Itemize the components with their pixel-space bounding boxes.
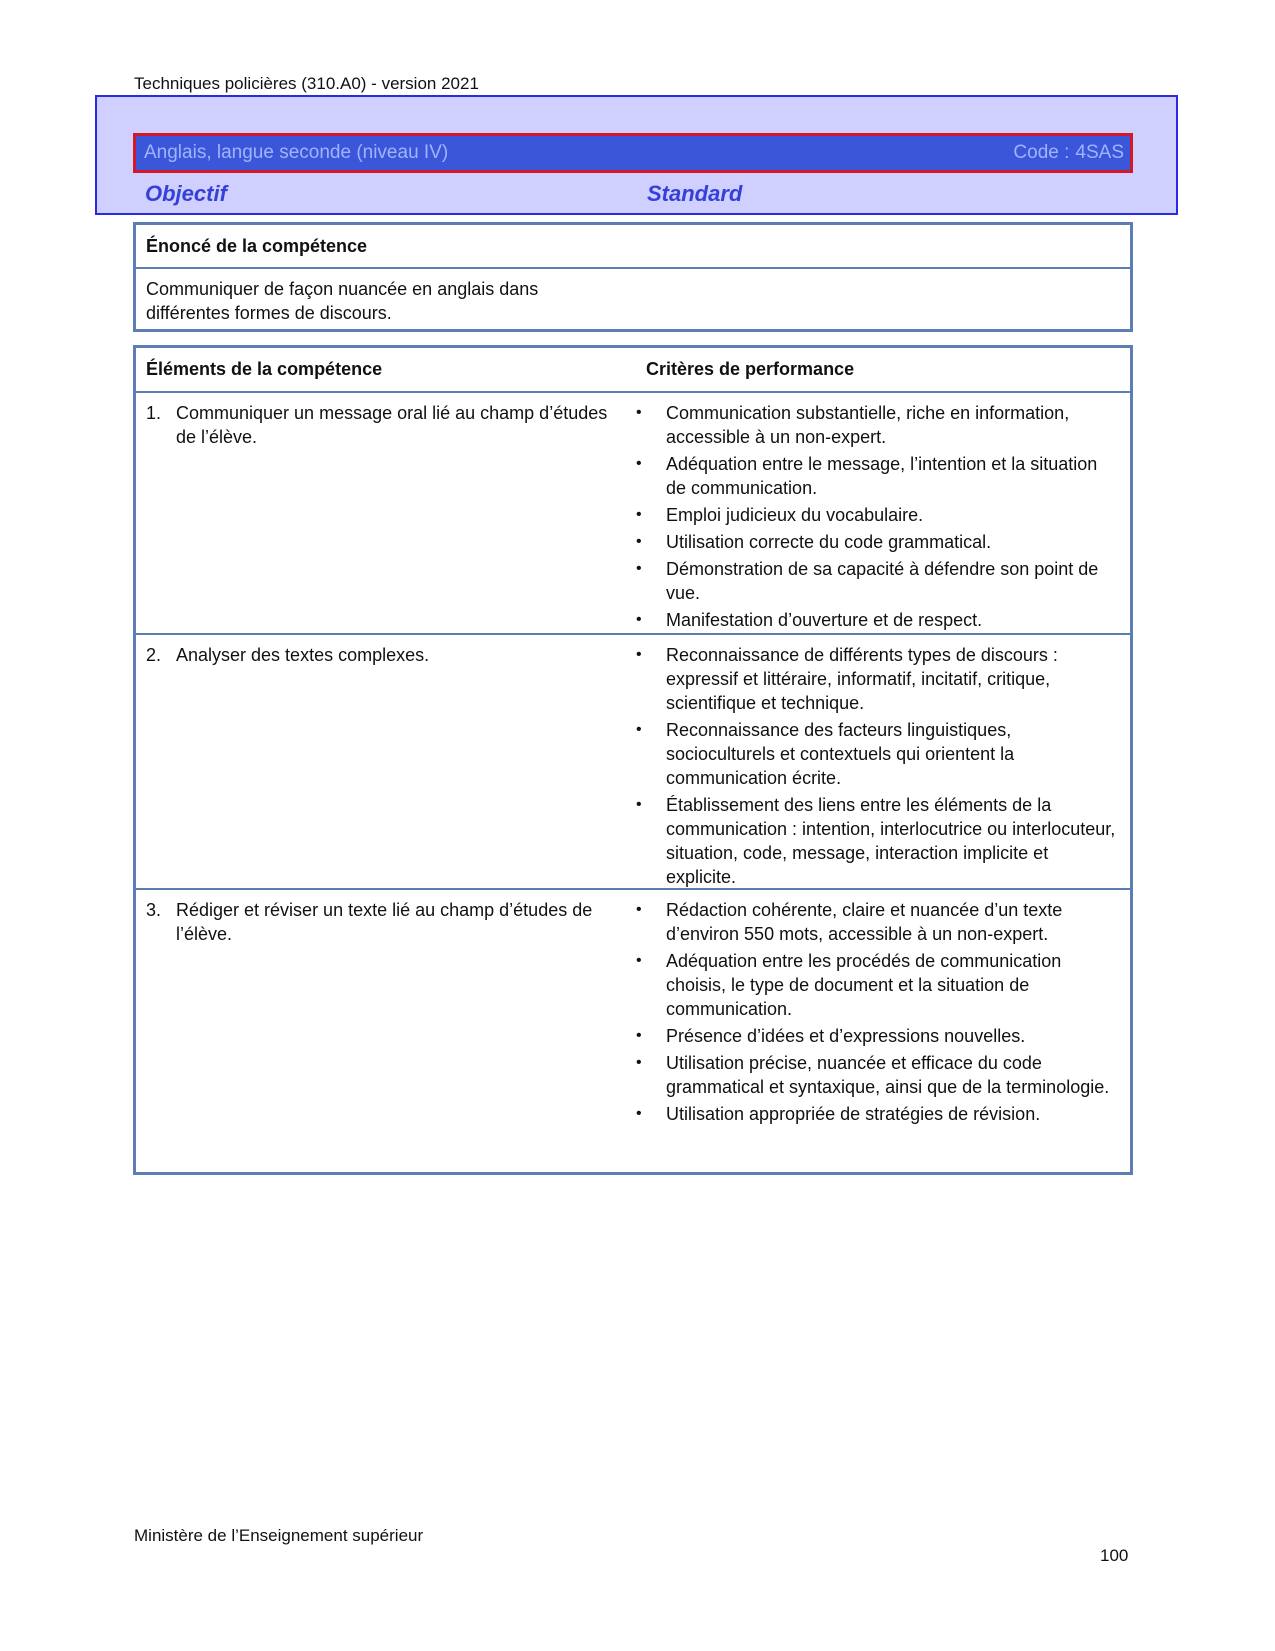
bullet-icon: • [636, 404, 642, 421]
bullet-icon: • [636, 506, 642, 523]
bullet-icon: • [636, 1054, 642, 1071]
page-number: 100 [1100, 1546, 1129, 1565]
criterion-text: Adéquation entre le message, l’intention et la situation de communication. [666, 454, 1098, 498]
element-cell [136, 393, 636, 633]
course-title-bar [133, 133, 1133, 173]
enonce-text: Communiquer de façon nuancée en anglais dans différentes formes de discours. [146, 279, 539, 323]
criterion-text: Emploi judicieux du vocabulaire. [666, 505, 924, 525]
criteria-cell [636, 635, 1130, 888]
element-cell [136, 635, 636, 888]
column-header-elements: Éléments de la compétence [146, 359, 383, 379]
bullet-icon: • [636, 796, 642, 813]
element-cell [136, 890, 636, 1175]
criterion-item [636, 401, 1120, 449]
objectif-label: Objectif [145, 181, 227, 206]
criterion-text: Utilisation correcte du code grammatical. [666, 532, 992, 552]
bullet-icon: • [636, 455, 642, 472]
table-row [136, 890, 1130, 1175]
competence-table [133, 345, 1133, 1175]
bullet-icon: • [636, 611, 642, 628]
criterion-text: Rédaction cohérente, claire et nuancée d’un texte d’environ 550 mots, accessible à un non-expert. [666, 900, 1063, 944]
bullet-icon: • [636, 721, 642, 738]
bullet-icon: • [636, 533, 642, 550]
column-header-criteria: Critères de performance [646, 359, 855, 379]
element-text: Analyser des textes complexes. [176, 645, 430, 665]
enonce-heading: Énoncé de la compétence [136, 225, 1130, 269]
criterion-text: Utilisation précise, nuancée et efficace du code grammatical et syntaxique, ainsi que de la terminologie. [666, 1053, 1110, 1097]
criterion-text: Reconnaissance des facteurs linguistiques, socioculturels et contextuels qui orientent la communication écrite. [666, 720, 1015, 788]
criterion-text: Utilisation appropriée de stratégies de révision. [666, 1104, 1041, 1124]
course-title: Anglais, langue seconde (niveau IV) [144, 142, 449, 163]
criterion-text: Établissement des liens entre les éléments de la communication : intention, interlocutrice ou interlocuteur, situation, code, message, interaction implicite et explicite. [666, 795, 1116, 887]
criterion-text: Communication substantielle, riche en information, accessible à un non-expert. [666, 403, 1070, 447]
criteria-cell [636, 393, 1130, 633]
criterion-text: Manifestation d’ouverture et de respect. [666, 610, 983, 630]
criterion-item [636, 503, 1120, 527]
course-code-value: 4SAS [1075, 142, 1124, 163]
element-text: Communiquer un message oral lié au champ d’études de l’élève. [176, 403, 608, 447]
criterion-item [636, 643, 1120, 715]
standard-label: Standard [647, 181, 743, 206]
criterion-text: Présence d’idées et d’expressions nouvelles. [666, 1026, 1026, 1046]
criterion-item [636, 530, 1120, 554]
running-header: Techniques policières (310.A0) - version 2021 [134, 74, 479, 93]
bullet-icon: • [636, 901, 642, 918]
element-number: 3. [146, 900, 162, 920]
criterion-text: Adéquation entre les procédés de communication choisis, le type de document et la situation de communication. [666, 951, 1062, 1019]
criterion-item [636, 718, 1120, 790]
criteria-cell [636, 890, 1130, 1175]
footer-ministry: Ministère de l’Enseignement supérieur [134, 1526, 424, 1545]
criterion-item [636, 1024, 1120, 1048]
criterion-item [636, 1102, 1120, 1126]
criterion-item [636, 1051, 1120, 1099]
criterion-item [636, 608, 1120, 632]
bullet-icon: • [636, 560, 642, 577]
element-number: 2. [146, 645, 162, 665]
bullet-icon: • [636, 952, 642, 969]
criterion-item [636, 793, 1120, 889]
enonce-box [133, 222, 1133, 332]
criterion-item [636, 557, 1120, 605]
course-code-label: Code : [1013, 142, 1070, 163]
criterion-item [636, 898, 1120, 946]
criterion-item [636, 949, 1120, 1021]
bullet-icon: • [636, 1105, 642, 1122]
table-header [136, 348, 1130, 393]
criterion-text: Reconnaissance de différents types de discours : expressif et littéraire, informatif, incitatif, critique, scientifique et technique. [666, 645, 1058, 713]
criterion-text: Démonstration de sa capacité à défendre son point de vue. [666, 559, 1099, 603]
bullet-icon: • [636, 1027, 642, 1044]
element-text: Rédiger et réviser un texte lié au champ d’études de l’élève. [176, 900, 593, 944]
criterion-item [636, 452, 1120, 500]
table-row [136, 635, 1130, 890]
element-number: 1. [146, 403, 162, 423]
bullet-icon: • [636, 646, 642, 663]
table-row [136, 393, 1130, 635]
course-code-group [1013, 142, 1124, 164]
